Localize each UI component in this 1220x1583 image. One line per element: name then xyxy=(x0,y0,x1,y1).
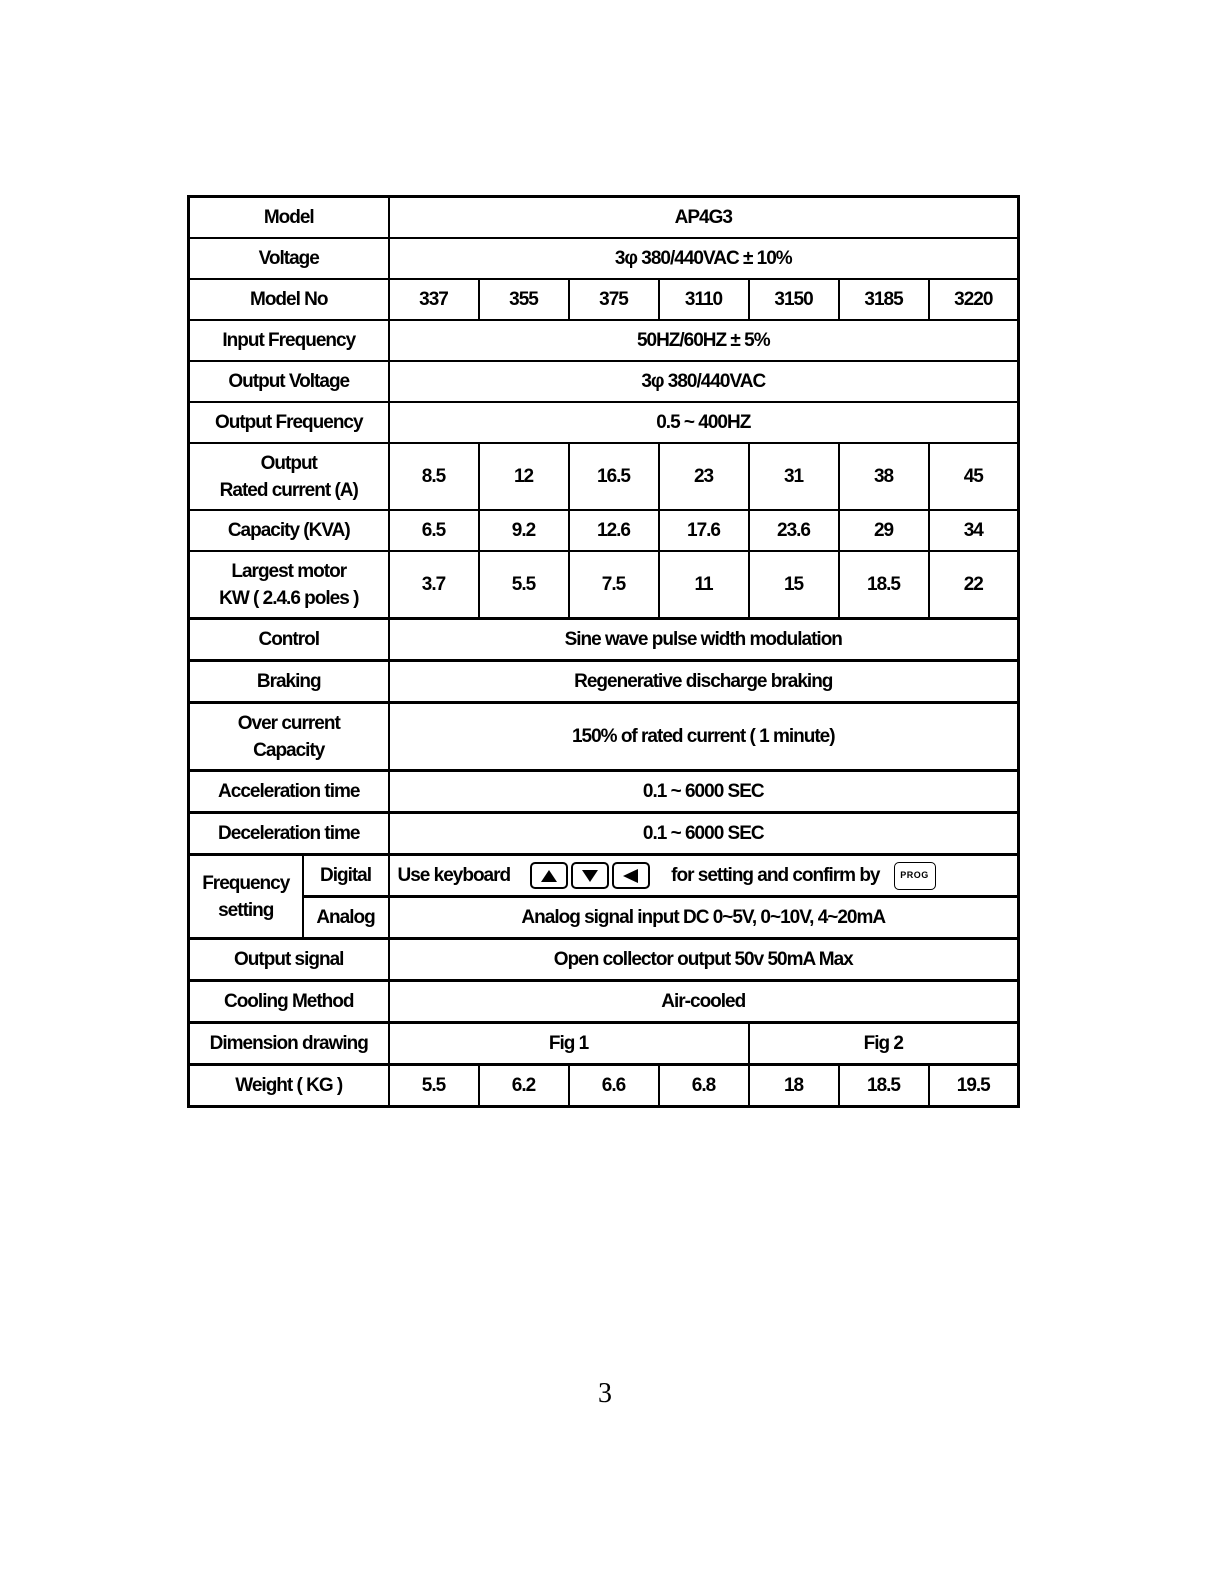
dimension-label: Dimension drawing xyxy=(189,1023,389,1065)
arrow-left-icon xyxy=(612,862,650,889)
row-braking xyxy=(189,661,1019,703)
voltage-value: 3φ 380/440VAC ± 10% xyxy=(389,238,1019,279)
model-no-label: Model No xyxy=(189,279,389,320)
weight-label: Weight ( KG ) xyxy=(189,1065,389,1107)
row-capacity xyxy=(189,510,1019,551)
capacity-cell: 6.5 xyxy=(389,510,479,551)
acceleration-value: 0.1 ~ 6000 SEC xyxy=(389,771,1019,813)
model-value: AP4G3 xyxy=(389,197,1019,239)
largest-motor-label xyxy=(189,551,389,619)
keyboard-keys xyxy=(530,862,653,889)
row-voltage xyxy=(189,238,1019,279)
row-output-frequency xyxy=(189,402,1019,443)
largest-motor-cell: 3.7 xyxy=(389,551,479,619)
rated-current-cell: 16.5 xyxy=(569,443,659,510)
row-control xyxy=(189,619,1019,661)
weight-cell: 18.5 xyxy=(839,1065,929,1107)
specification-table xyxy=(187,195,1020,1108)
rated-current-cell: 12 xyxy=(479,443,569,510)
model-no-cell: 3150 xyxy=(749,279,839,320)
capacity-cell: 17.6 xyxy=(659,510,749,551)
over-current-label-line1: Over current xyxy=(237,712,340,734)
deceleration-value: 0.1 ~ 6000 SEC xyxy=(389,813,1019,855)
acceleration-label: Acceleration time xyxy=(189,771,389,813)
largest-motor-cell: 22 xyxy=(929,551,1019,619)
over-current-value: 150% of rated current ( 1 minute) xyxy=(389,703,1019,771)
voltage-label: Voltage xyxy=(189,238,389,279)
braking-value: Regenerative discharge braking xyxy=(389,661,1019,703)
over-current-label xyxy=(189,703,389,771)
largest-motor-cell: 7.5 xyxy=(569,551,659,619)
row-frequency-digital xyxy=(189,855,1019,897)
output-signal-value: Open collector output 50v 50mA Max xyxy=(389,939,1019,981)
dimension-fig1: Fig 1 xyxy=(389,1023,749,1065)
digital-keyboard-line xyxy=(398,862,1014,890)
over-current-label-line2: Capacity xyxy=(253,739,325,761)
model-no-cell: 375 xyxy=(569,279,659,320)
row-deceleration xyxy=(189,813,1019,855)
model-no-cell: 3220 xyxy=(929,279,1019,320)
arrow-down-icon xyxy=(571,862,609,889)
rated-current-cell: 8.5 xyxy=(389,443,479,510)
weight-cell: 6.8 xyxy=(659,1065,749,1107)
weight-cell: 5.5 xyxy=(389,1065,479,1107)
digital-text-before: Use keyboard xyxy=(397,865,511,886)
input-frequency-value: 50HZ/60HZ ± 5% xyxy=(389,320,1019,361)
capacity-cell: 9.2 xyxy=(479,510,569,551)
dimension-fig2: Fig 2 xyxy=(749,1023,1019,1065)
largest-motor-cell: 5.5 xyxy=(479,551,569,619)
rated-current-label-line1: Output xyxy=(260,452,317,474)
row-model-no xyxy=(189,279,1019,320)
row-rated-current xyxy=(189,443,1019,510)
output-frequency-value: 0.5 ~ 400HZ xyxy=(389,402,1019,443)
model-no-cell: 3185 xyxy=(839,279,929,320)
largest-motor-cell: 15 xyxy=(749,551,839,619)
page-number: 3 xyxy=(598,1378,612,1409)
rated-current-cell: 38 xyxy=(839,443,929,510)
capacity-cell: 34 xyxy=(929,510,1019,551)
capacity-label: Capacity (KVA) xyxy=(189,510,389,551)
frequency-setting-label-line2: setting xyxy=(218,899,274,921)
row-output-signal xyxy=(189,939,1019,981)
weight-cell: 18 xyxy=(749,1065,839,1107)
model-no-cell: 355 xyxy=(479,279,569,320)
arrow-up-icon xyxy=(530,862,568,889)
rated-current-cell: 31 xyxy=(749,443,839,510)
row-input-frequency xyxy=(189,320,1019,361)
capacity-cell: 29 xyxy=(839,510,929,551)
input-frequency-label: Input Frequency xyxy=(189,320,389,361)
row-largest-motor xyxy=(189,551,1019,619)
digital-label: Digital xyxy=(303,855,389,897)
prog-key-icon: PROG xyxy=(894,862,936,890)
rated-current-label-line2: Rated current (A) xyxy=(219,479,358,501)
frequency-setting-label-line1: Frequency xyxy=(202,872,290,894)
cooling-value: Air-cooled xyxy=(389,981,1019,1023)
weight-cell: 6.2 xyxy=(479,1065,569,1107)
largest-motor-cell: 18.5 xyxy=(839,551,929,619)
output-voltage-label: Output Voltage xyxy=(189,361,389,402)
row-cooling xyxy=(189,981,1019,1023)
braking-label: Braking xyxy=(189,661,389,703)
model-no-cell: 3110 xyxy=(659,279,749,320)
output-voltage-value: 3φ 380/440VAC xyxy=(389,361,1019,402)
weight-cell: 19.5 xyxy=(929,1065,1019,1107)
row-model xyxy=(189,197,1019,239)
control-label: Control xyxy=(189,619,389,661)
largest-motor-label-line1: Largest motor xyxy=(231,560,347,582)
row-output-voltage xyxy=(189,361,1019,402)
rated-current-cell: 23 xyxy=(659,443,749,510)
frequency-setting-label xyxy=(189,855,303,939)
digital-value xyxy=(389,855,1019,897)
row-weight xyxy=(189,1065,1019,1107)
row-frequency-analog xyxy=(189,897,1019,939)
row-acceleration xyxy=(189,771,1019,813)
output-frequency-label: Output Frequency xyxy=(189,402,389,443)
row-dimension xyxy=(189,1023,1019,1065)
weight-cell: 6.6 xyxy=(569,1065,659,1107)
row-over-current xyxy=(189,703,1019,771)
output-signal-label: Output signal xyxy=(189,939,389,981)
analog-value: Analog signal input DC 0~5V, 0~10V, 4~20mA xyxy=(389,897,1019,939)
control-value: Sine wave pulse width modulation xyxy=(389,619,1019,661)
analog-label: Analog xyxy=(303,897,389,939)
cooling-label: Cooling Method xyxy=(189,981,389,1023)
model-label: Model xyxy=(189,197,389,239)
rated-current-label xyxy=(189,443,389,510)
capacity-cell: 12.6 xyxy=(569,510,659,551)
digital-text-after: for setting and confirm by xyxy=(671,865,880,886)
capacity-cell: 23.6 xyxy=(749,510,839,551)
largest-motor-cell: 11 xyxy=(659,551,749,619)
model-no-cell: 337 xyxy=(389,279,479,320)
largest-motor-label-line2: KW ( 2.4.6 poles ) xyxy=(219,587,359,609)
rated-current-cell: 45 xyxy=(929,443,1019,510)
deceleration-label: Deceleration time xyxy=(189,813,389,855)
